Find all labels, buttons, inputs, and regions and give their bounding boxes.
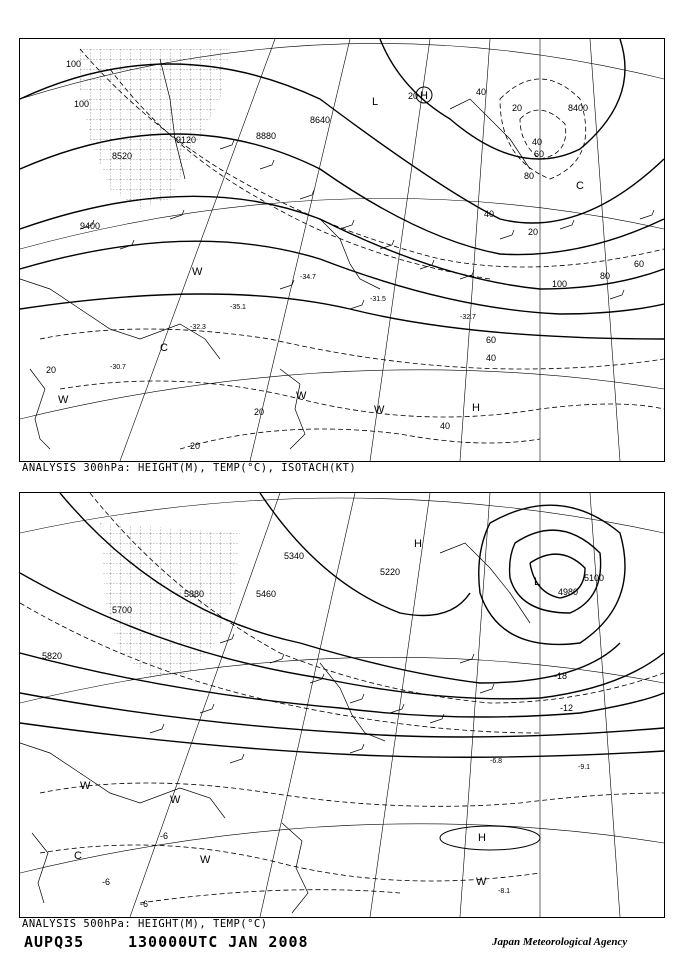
agency-name: Japan Meteorological Agency — [492, 936, 628, 948]
isotach-label: 80 — [600, 271, 611, 281]
isotach-label: 40 — [532, 137, 543, 147]
pressure-system-label: L — [372, 96, 379, 108]
temp-label: -6 — [140, 899, 149, 909]
height-label: 9120 — [176, 135, 197, 145]
isotach-label: 20 — [408, 91, 419, 101]
isotach-label: 60 — [534, 149, 545, 159]
temp-label: -9.1 — [578, 764, 591, 771]
high-closed-contour — [440, 826, 540, 850]
pressure-system-label: H — [414, 538, 422, 550]
pressure-system-label: W — [374, 404, 385, 416]
isotach-label: 100 — [74, 99, 90, 109]
temp-label: -34.7 — [300, 274, 316, 281]
height-label: 8520 — [112, 151, 133, 161]
temp-label: -35.1 — [230, 304, 246, 311]
isotach-label: 80 — [524, 171, 535, 181]
isotach-label: 40 — [486, 353, 497, 363]
isotach-label: 40 — [440, 421, 451, 431]
temp-label: -6 — [160, 831, 169, 841]
hatched-region — [80, 49, 230, 209]
hatched-region — [100, 523, 240, 678]
isotach-label: 40 — [484, 209, 495, 219]
isotach-label: 20 — [46, 365, 57, 375]
height-label: 8880 — [256, 131, 277, 141]
temp-label: -6.8 — [490, 758, 503, 765]
height-label: 9400 — [80, 221, 101, 231]
isotach-label: 60 — [486, 335, 497, 345]
map-300hpa-canvas — [20, 39, 664, 461]
pressure-system-label: H — [420, 90, 428, 102]
map-500hpa-canvas — [20, 493, 664, 917]
pressure-system-label: C — [74, 850, 82, 862]
temp-label: -32.7 — [460, 314, 476, 321]
map-500hpa — [19, 492, 665, 918]
height-label: 5820 — [42, 651, 63, 661]
pressure-system-label: W — [296, 390, 307, 402]
height-label: 8400 — [568, 103, 589, 113]
caption-500hpa: ANALYSIS 500hPa: HEIGHT(M), TEMP(°C) — [22, 918, 268, 930]
isotach-label: 40 — [476, 87, 487, 97]
height-label: 5340 — [284, 551, 305, 561]
isotach-label: 20 — [190, 441, 201, 451]
isotach-label: 20 — [254, 407, 265, 417]
height-label: 4980 — [558, 587, 579, 597]
isotach-label: 100 — [552, 279, 568, 289]
temp-label: -31.5 — [370, 296, 386, 303]
isotach-label: 60 — [634, 259, 645, 269]
temp-label: -12 — [560, 703, 574, 713]
height-label: 5700 — [112, 605, 133, 615]
height-label: 8640 — [310, 115, 331, 125]
isotach-label: 100 — [66, 59, 82, 69]
temp-label: -30.7 — [110, 364, 126, 371]
pressure-system-label: L — [534, 576, 541, 588]
height-label: 5460 — [256, 589, 277, 599]
pressure-system-label: W — [476, 876, 487, 888]
pressure-system-label: C — [160, 342, 168, 354]
pressure-system-label: W — [200, 854, 211, 866]
temp-label: -18 — [554, 671, 568, 681]
isotach-label: 20 — [512, 103, 523, 113]
pressure-system-label: C — [576, 180, 584, 192]
map-300hpa — [19, 38, 665, 462]
caption-300hpa: ANALYSIS 300hPa: HEIGHT(M), TEMP(°C), ISOTACH(KT) — [22, 462, 357, 474]
pressure-system-label: W — [58, 394, 69, 406]
pressure-system-label: H — [478, 832, 486, 844]
height-label: 5100 — [584, 573, 605, 583]
chart-timestamp: 130000UTC JAN 2008 — [128, 933, 309, 951]
isotach-label: 20 — [528, 227, 539, 237]
temp-label: -32.3 — [190, 324, 206, 331]
chart-code: AUPQ35 — [24, 933, 85, 951]
height-label: 5880 — [184, 589, 205, 599]
pressure-system-label: W — [170, 794, 181, 806]
temp-label: -8.1 — [498, 888, 511, 895]
pressure-system-label: W — [192, 266, 203, 278]
pressure-system-label: H — [472, 402, 480, 414]
pressure-system-label: W — [80, 780, 91, 792]
height-label: 5220 — [380, 567, 401, 577]
temp-label: -6 — [102, 877, 111, 887]
